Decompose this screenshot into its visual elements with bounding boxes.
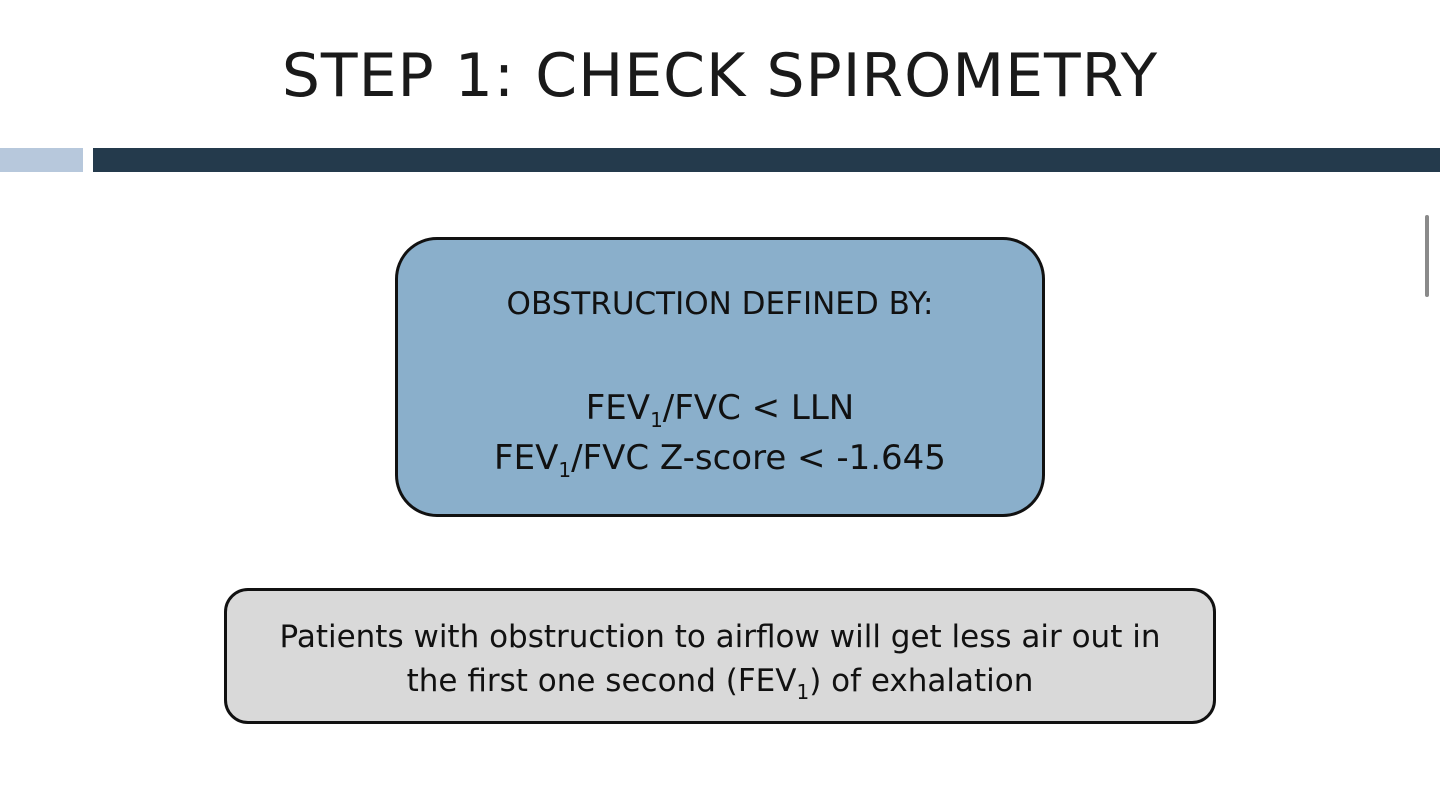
note-line-2: [227, 661, 1213, 704]
airflow-note-box: [224, 588, 1216, 724]
slide-title: STEP 1: CHECK SPIROMETRY: [281, 41, 1159, 111]
criterion-lln-suffix: /FVC < LLN: [662, 388, 855, 428]
criterion-zscore-prefix: FEV: [494, 438, 559, 478]
obstruction-definition-box: [395, 237, 1045, 517]
definition-heading: OBSTRUCTION DEFINED BY:: [506, 286, 934, 322]
note-line-1: Patients with obstruction to airflow will get less air out in: [279, 619, 1161, 655]
note-line-2-prefix: the first one second (FEV: [406, 663, 797, 699]
criterion-zscore-subscript: 1: [558, 458, 572, 482]
criterion-zscore-suffix: /FVC Z-score < -1.645: [571, 438, 946, 478]
accent-bar-light: [0, 148, 83, 172]
criterion-lln-prefix: FEV: [585, 388, 651, 428]
definition-criterion-lln: [398, 386, 1042, 430]
criterion-lln-subscript: 1: [650, 408, 663, 432]
note-line-2-suffix: ) of exhalation: [809, 663, 1034, 699]
scroll-indicator: [1425, 215, 1429, 297]
definition-criterion-zscore: [398, 436, 1042, 480]
accent-bar-dark: [93, 148, 1440, 172]
note-line-2-subscript: 1: [796, 680, 810, 704]
